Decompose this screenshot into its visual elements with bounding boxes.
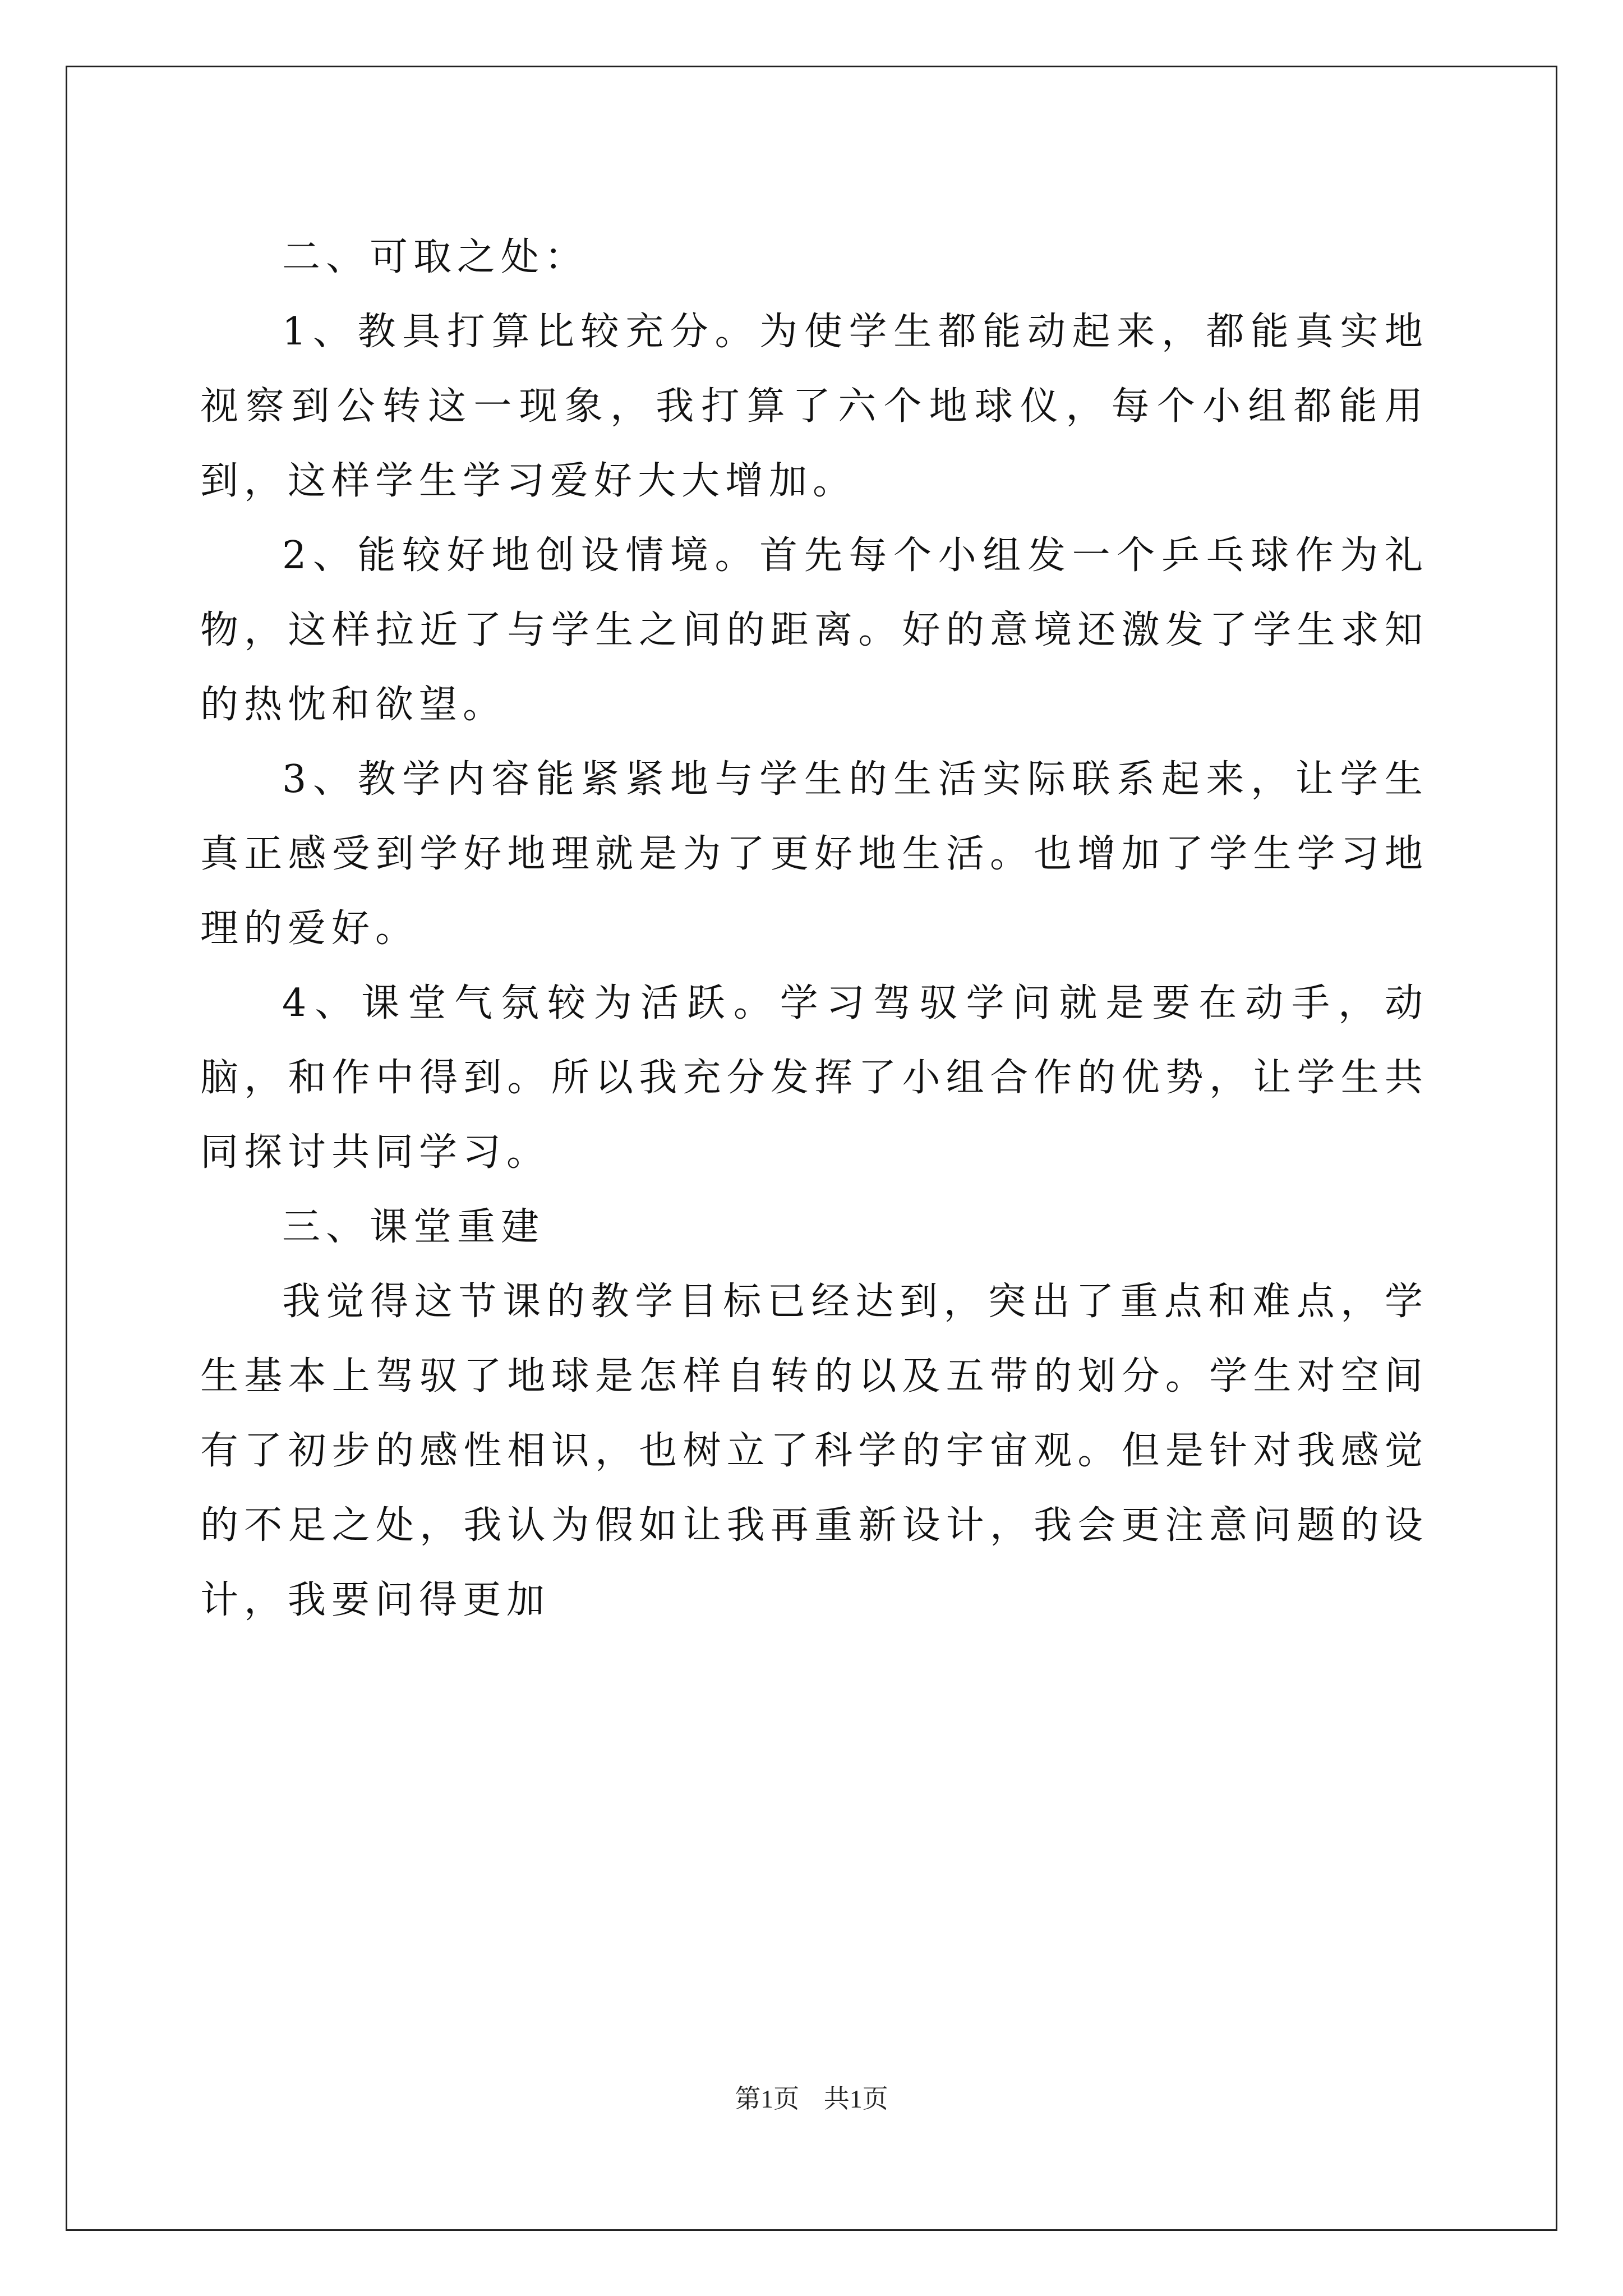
paragraph-advantage-3: 3、教学内容能紧紧地与学生的生活实际联系起来，让学生真正感受到学好地理就是为了更好地生活。也增加了学生学习地理的爱好。 [200, 757, 1428, 951]
page-total: 共1页 [823, 2085, 888, 2113]
paragraph-advantage-1: 1、教具打算比较充分。为使学生都能动起来，都能真实地视察到公转这一现象，我打算了六个地球仪，每个小组都能用到，这样学生学习爱好大大增加。 [200, 310, 1428, 503]
paragraph-reconstruction: 我觉得这节课的教学目标已经达到，突出了重点和难点，学生基本上驾驭了地球是怎样自转的以及五带的划分。学生对空间有了初步的感性相识，也树立了科学的宇宙观。但是针对我感觉的不足之处，我认为假如让我再重新设计，我会更注意问题的设计，我要问得更加 [200, 1280, 1428, 1622]
paragraph-advantage-2: 2、能较好地创设情境。首先每个小组发一个乒乓球作为礼物，这样拉近了与学生之间的距离。好的意境还激发了学生求知的热忱和欲望。 [200, 533, 1428, 727]
page-footer [0, 2078, 1623, 2115]
section-heading-advantages: 二、可取之处： [282, 235, 589, 279]
page-number: 第1页 [735, 2085, 800, 2113]
section-heading-reconstruction: 三、课堂重建 [282, 1205, 545, 1249]
paragraph-advantage-4: 4、课堂气氛较为活跃。学习驾驭学问就是要在动手，动脑，和作中得到。所以我充分发挥了小组合作的优势，让学生共同探讨共同学习。 [200, 981, 1428, 1175]
document-body [200, 220, 1428, 1637]
